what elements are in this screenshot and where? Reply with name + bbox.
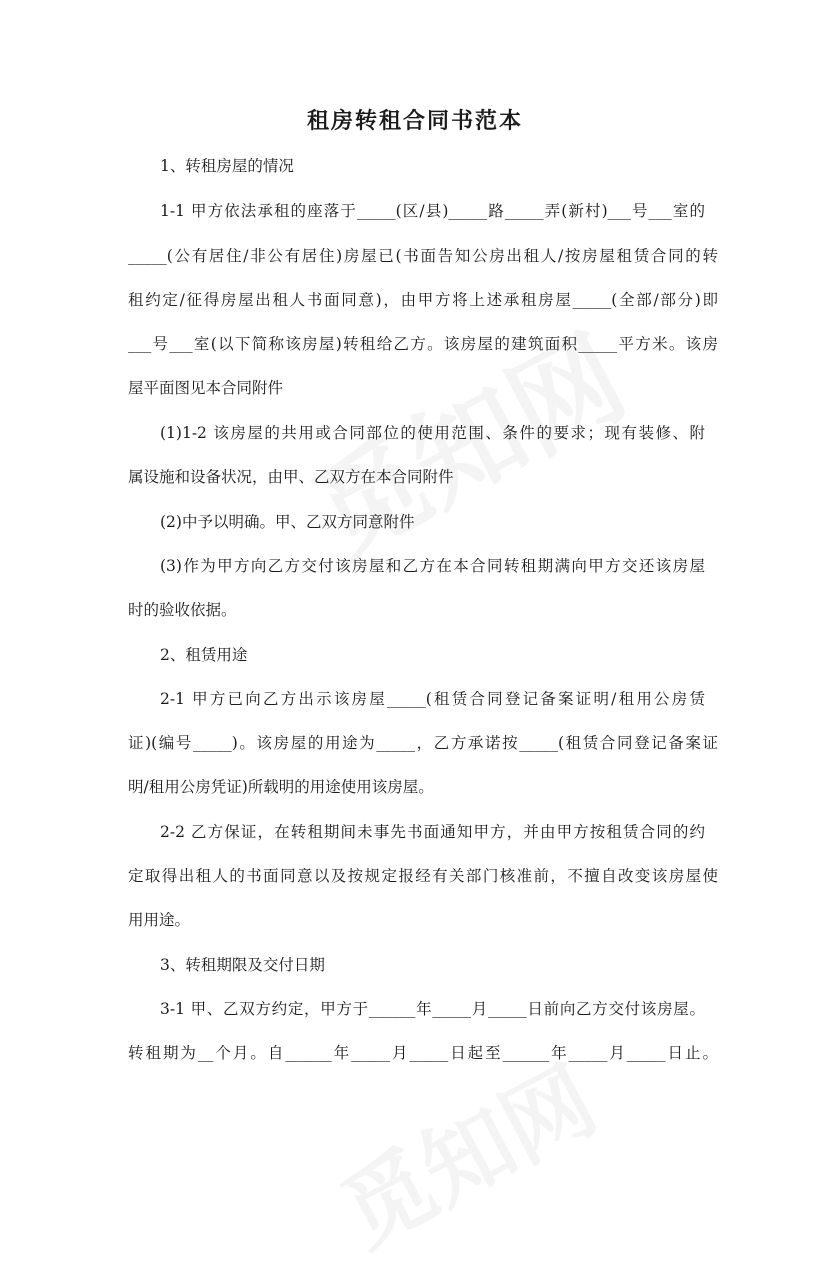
paragraph-line: 用用途。 [128,911,191,929]
paragraph-line: _____(公有居住/非公有居住)房屋已(书面告知公房出租人/按房屋租赁合同的转 [128,247,718,265]
paragraph-line: 定取得出租人的书面同意以及按规定报经有关部门核准前，不擅自改变该房屋使 [128,867,718,885]
document-title: 租房转租合同书范本 [306,108,523,134]
watermark-bottom [315,1029,614,1271]
paragraph-line: 时的验收依据。 [128,601,237,619]
section-heading: 3、转租期限及交付日期 [160,956,325,974]
paragraph-line: ___号___室(以下简称该房屋)转租给乙方。该房屋的建筑面积_____平方米。该房 [128,335,718,353]
paragraph-line: (1)1-2 该房屋的共用或合同部位的使用范围、条件的要求；现有装修、附 [160,424,705,442]
section-heading: 1、转租房屋的情况 [160,157,294,175]
paragraph-line: 屋平面图见本合同附件 [128,379,284,397]
paragraph-line: 2-2 乙方保证，在转租期间未事先书面通知甲方，并由甲方按租赁合同的约 [160,823,705,841]
paragraph-line: 明/租用公房凭证)所载明的用途使用该房屋。 [128,778,434,796]
paragraph-line: 2-1 甲方已向乙方出示该房屋_____(租赁合同登记备案证明/租用公房赁 [160,690,705,708]
section-heading: 2、租赁用途 [160,646,248,664]
paragraph-line: 转租期为__个月。自______年_____月_____日起至______年_____月_____日止。 [128,1044,718,1062]
paragraph-line: (3)作为甲方向乙方交付该房屋和乙方在本合同转租期满向甲方交还该房屋 [160,557,705,575]
paragraph-line: 1-1 甲方依法承租的座落于_____(区/县)_____路_____弄(新村)___号___室的 [160,202,705,220]
paragraph-line: 属设施和设备状况，由甲、乙双方在本合同附件 [128,468,454,486]
paragraph-line: 租约定/征得房屋出租人书面同意)，由甲方将上述承租房屋_____(全部/部分)即 [128,291,718,309]
paragraph-line: 证)(编号_____)。该房屋的用途为_____，乙方承诺按_____(租赁合同登记备案证 [128,734,718,752]
paragraph-line: 3-1 甲、乙双方约定，甲方于______年_____月_____日前向乙方交付该房屋。 [160,1000,705,1018]
paragraph-line: (2)中予以明确。甲、乙双方同意附件 [160,513,415,531]
